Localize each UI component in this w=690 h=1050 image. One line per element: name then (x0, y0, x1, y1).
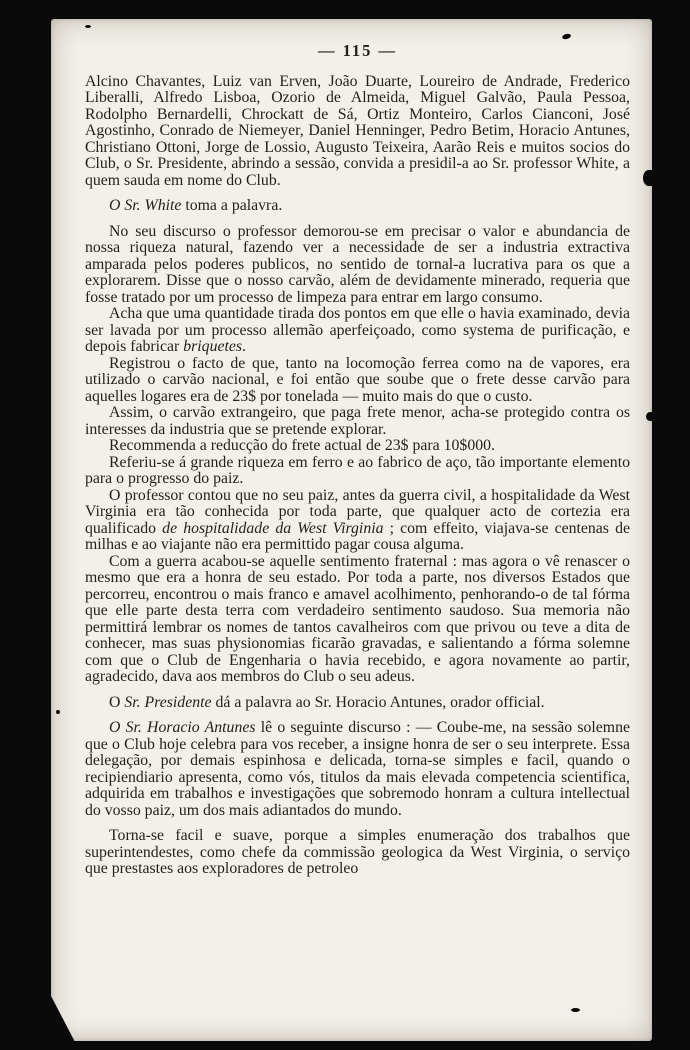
paragraph (85, 198, 630, 215)
document-body (85, 74, 630, 878)
scanned-page (51, 19, 652, 1041)
text-segment: Torna-se facil e suave, porque a simples enumeração dos trabalhos que superintendestes, como chefe da commissão geologica da West Virginia, o serviço que prestastes aos exploradores de petroleo (85, 827, 630, 877)
scan-artifact-right-edge (643, 170, 654, 186)
text-segment: No seu discurso o professor demorou-se em precisar o valor e abundancia de nossa riqueza natural, fazendo ver a necessidade de ser a industria extractiva amparada pelos poderes publicos, no sentido de tornal-a lucrativa para os que a explorarem. Disse que o nosso carvão, além de devidamente minerado, requeria que fosse tratado por um processo de limpeza para entrar em largo consumo. (85, 222, 630, 306)
text-segment: . (242, 338, 246, 355)
italic-text: de hospitalidade da West Virginia (162, 519, 384, 537)
scan-artifact-right-edge-small (646, 412, 654, 421)
paragraph (85, 488, 630, 554)
text-segment: Alcino Chavantes, Luiz van Erven, João Duarte, Loureiro de Andrade, Frederico Liberalli, Alfredo Lisboa, Ozorio de Almeida, Miguel Galvão, Paula Pessoa, Rodolpho Bernardelli, Chrockatt de Sá, Ortiz Monteiro, Carlos Cianconi, José Agostinho, Conrado de Niemeyer, Daniel Henninger, Pedro Betim, Horacio Antunes, Christiano Ottoni, Jorge de Lossio, Augusto Teixeira, Aarão Reis e muitos socios do Club, o Sr. Presidente, abrindo a sessão, convida a presidil-a ao Sr. professor White, a quem sauda em nome do Club. (85, 72, 630, 189)
text-segment: Com a guerra acabou-se aquelle sentimento fraternal : mas agora o vê renascer o mesmo que era a honra de seu estado. Por toda a parte, nos diversos Estados que percorreu, encontrou o mais franco e amavel acolhimento, penhorando-o de tal fórma que elle parte desta terra com verdadeiro sentimento saudoso. Sua memoria não permittirá lembrar os nomes de tantos cavalheiros com que privou ou teve a dita de conhecer, mas suas physionomias ficarão gravadas, e salientando a fórma solemne com que o Club de Engenharia o havia recebido, e agora novamente ao partir, agradecido, dava aos membros do Club o seu adeus. (85, 552, 630, 685)
paragraph (85, 438, 630, 455)
paragraph (85, 356, 630, 406)
text-segment: ; com effeito, viajava-se centenas de milhas e ao viajante não era permittido pagar cousa alguma. (85, 519, 630, 553)
text-segment: O (109, 693, 125, 711)
paragraph (85, 720, 630, 819)
paragraph (85, 224, 630, 307)
text-segment: Recommenda a reducção do frete actual de 23$ para 10$000. (109, 437, 495, 454)
italic-text: O Sr. White (109, 197, 182, 214)
paragraph (85, 554, 630, 686)
paragraph (85, 695, 630, 712)
text-segment: Referiu-se á grande riqueza em ferro e ao fabrico de aço, tão importante elemento para o progresso do paiz. (85, 453, 630, 487)
text-segment: O professor contou que no seu paiz, antes da guerra civil, a hospitalidade da West Virginia era tão conhecida por toda parte, que qualquer acto de cortezia era qualificado (85, 486, 630, 537)
ink-speck-bottom-right (571, 1008, 580, 1012)
ink-speck-left-margin (56, 710, 60, 714)
text-segment: toma a palavra. (181, 197, 283, 214)
italic-text: Sr. Presidente (124, 693, 212, 711)
text-segment: Acha que uma quantidade tirada dos pontos em que elle o havia examinado, devia ser lavada por um processo allemão aperfeiçoado, como systema de purificação, e depois fabricar (85, 305, 630, 355)
text-segment: lê o seguinte discurso : — Coube-me, na sessão solemne que o Club hoje celebra para vos receber, a insigne honra de ser o seu interprete. Essa delegação, por demais espinhosa e delicada, torna-se simples e facil, quando o recipiendiario apresenta, como vós, titulos da mais elevada competencia scientifica, adquirida em trabalhos e investigações que sobremodo honram a cultura intellectual do vosso paiz, um dos mais adiantados do mundo. (85, 719, 630, 819)
paragraph (85, 405, 630, 438)
ink-speck-top-left (85, 25, 91, 28)
italic-text: briquetes (183, 338, 243, 355)
text-segment: Assim, o carvão extrangeiro, que paga frete menor, acha-se protegido contra os interesses da industria que se pretende explorar. (85, 404, 630, 438)
italic-text: O Sr. Horacio Antunes (109, 719, 256, 736)
paragraph (85, 828, 630, 878)
page-number: — 115 — (317, 41, 398, 60)
text-segment: dá a palavra ao Sr. Horacio Antunes, orador official. (211, 693, 545, 711)
text-segment: Registrou o facto de que, tanto na locomoção ferrea como na de vapores, era utilizado o carvão nacional, e foi então que soube que o frete desse carvão para aquelles logares era de 23$ por tonelada — muito mais do que o custo. (85, 354, 630, 405)
page-content (85, 43, 630, 878)
paragraph (85, 455, 630, 488)
paragraph (85, 306, 630, 356)
paragraph (85, 74, 630, 190)
